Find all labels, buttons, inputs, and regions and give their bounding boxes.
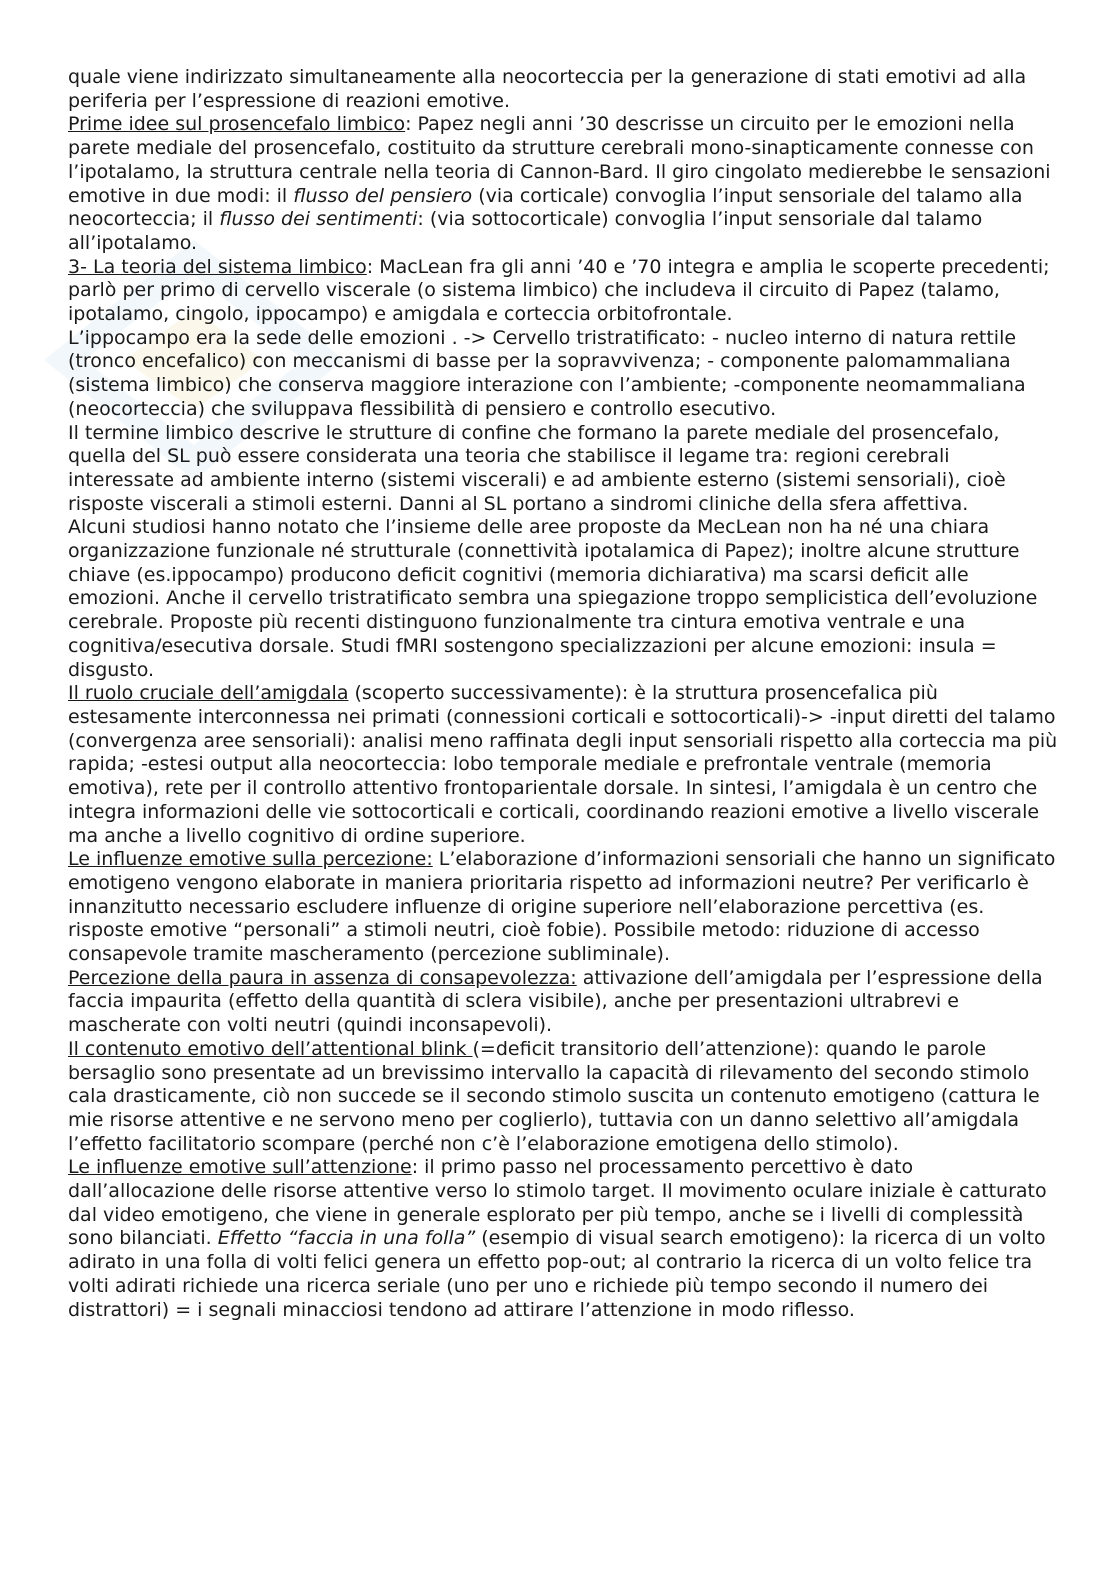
section-heading: Il contenuto emotivo dell’attentional blink xyxy=(68,1037,473,1060)
paragraph xyxy=(68,967,1058,1038)
section-heading: Prime idee sul prosencefalo limbico xyxy=(68,113,406,136)
paragraph-text: Il termine limbico descrive le strutture di confine che formano la parete mediale del prosencefalo, quella del SL può essere considerata una teoria che stabilisce il legame tra: regioni cerebrali interessate ad ambiente interno (sistemi viscerali) e ad ambiente esterno (sistemi sensoriali), cioè risposte viscerali a stimoli esterni. Danni al SL portano a sindromi cliniche della sfera affettiva. xyxy=(68,421,1006,515)
paragraph-text: L’elaborazione d’informazioni sensoriali che hanno un significato emotigeno vengono elaborate in maniera prioritaria rispetto ad informazioni neutre? Per verificarlo è innanzitutto necessario escludere influenze di origine superiore nell’elaborazione percettiva (es. risposte emotive “personali” a stimoli neutri, cioè fobie). Possibile metodo: riduzione di accesso consapevole tramite mascheramento (percezione subliminale). xyxy=(68,848,1056,966)
paragraph-text: : (via sottocorticale) convoglia l’input sensoriale dal talamo all’ipotalamo. xyxy=(68,208,983,254)
paragraph-text: (via corticale) convoglia l’input sensoriale del talamo alla neocorteccia; il xyxy=(68,184,1023,231)
emphasis-text: flusso del pensiero xyxy=(293,184,473,207)
paragraph xyxy=(68,256,1058,327)
paragraph xyxy=(68,516,1058,682)
paragraph xyxy=(68,1038,1058,1157)
paragraph-text: attivazione dell’amigdala per l’espressione della faccia impaurita (effetto della quantità di sclera visibile), anche per presentazioni ultrabrevi e mascherate con volti neutri (quindi inconsapevoli). xyxy=(68,966,1043,1037)
paragraph xyxy=(68,113,1058,255)
section-heading: Le influenze emotive sull’attenzione xyxy=(68,1156,412,1179)
emphasis-text: flusso dei sentimenti xyxy=(219,208,418,231)
paragraph-text: : Papez negli anni ’30 descrisse un circuito per le emozioni nella parete mediale del prosencefalo, costituito da strutture cerebrali mono-sinapticamente connesse con l’ipotalamo, la struttura centrale nella teoria di Cannon-Bard. Il giro cingolato medierebbe le sensazioni emotive in due modi: il xyxy=(68,113,1051,207)
paragraph xyxy=(68,422,1058,517)
paragraph-text: : MacLean fra gli anni ’40 e ’70 integra e amplia le scoperte precedenti; parlò per primo di cervello viscerale (o sistema limbico) che includeva il circuito di Papez (talamo, ipotalamo, cingolo, ippocampo) e amigdala e corteccia orbitofrontale. xyxy=(68,255,1050,326)
paragraph-text: (=deficit transitorio dell’attenzione): quando le parole bersaglio sono presentate ad un brevissimo intervallo la capacità di rilevamento del secondo stimolo cala drasticamente, ciò non succede se il secondo stimolo suscita un contenuto emotigeno (cattura le mie risorse attentive e ne servono meno per coglierlo), tuttavia con un danno selettivo all’amigdala l’effetto facilitatorio scompare (perché non c’è l’elaborazione emotigena dello stimolo). xyxy=(68,1037,1040,1155)
emphasis-text: Effetto “faccia in una folla” xyxy=(217,1227,476,1250)
section-heading: Il ruolo cruciale dell’amigdala xyxy=(68,682,349,705)
paragraph-text: (scoperto successivamente): è la struttura prosencefalica più estesamente interconnessa nei primati (connessioni corticali e sottocorticali)-> -input diretti del talamo (convergenza aree sensoriali): analisi meno raffinata degli input sensoriali rispetto alla corteccia ma più rapida; -estesi output alla neocorteccia: lobo temporale mediale e prefrontale ventrale (memoria emotiva), rete per il controllo attentivo frontoparientale dorsale. In sintesi, l’amigdala è un centro che integra informazioni delle vie sottocorticali e corticali, coordinando reazioni emotive a livello viscerale ma anche a livello cognitivo di ordine superiore. xyxy=(68,682,1058,847)
paragraph-text: L’ippocampo era la sede delle emozioni . -> Cervello tristratificato: - nucleo interno di natura rettile (tronco encefalico) con meccanismi di basse per la sopravvivenza; - componente palomammaliana (sistema limbico) che conserva maggiore interazione con l’ambiente; -componente neomammaliana (neocorteccia) che sviluppava flessibilità di pensiero e controllo esecutivo. xyxy=(68,326,1026,420)
paragraph xyxy=(68,66,1058,113)
paragraph-text: Alcuni studiosi hanno notato che l’insieme delle aree proposte da MecLean non ha né una chiara organizzazione funzionale né strutturale (connettività ipotalamica di Papez); inoltre alcune strutture chiave (es.ippocampo) producono deficit cognitivi (memoria dichiarativa) ma scarsi deficit alle emozioni. Anche il cervello tristratificato sembra una spiegazione troppo semplicistica dell’evoluzione cerebrale. Proposte più recenti distinguono funzionalmente tra cintura emotiva ventrale e una cognitiva/esecutiva dorsale. Studi fMRI sostengono specializzazioni per alcune emozioni: insula = disgusto. xyxy=(68,516,1038,681)
section-heading: Percezione della paura in assenza di consapevolezza: xyxy=(68,966,577,989)
paragraph xyxy=(68,1156,1058,1322)
paragraph-text: : il primo passo nel processamento percettivo è dato dall’allocazione delle risorse attentive verso lo stimolo target. Il movimento oculare iniziale è catturato dal video emotigeno, che viene in generale esplorato per più tempo, anche se i livelli di complessità sono bilanciati. xyxy=(68,1156,1047,1250)
section-heading: 3- La teoria del sistema limbico xyxy=(68,255,367,278)
paragraph xyxy=(68,848,1058,967)
paragraph xyxy=(68,682,1058,848)
document-body xyxy=(68,66,1058,1322)
paragraph-text: (esempio di visual search emotigeno): la ricerca di un volto adirato in una folla di volti felici genera un effetto pop-out; al contrario la ricerca di un volto felice tra volti adirati richiede una ricerca seriale (uno per uno e richiede più tempo secondo il numero dei distrattori) = i segnali minacciosi tendono ad attirare l’attenzione in modo riflesso. xyxy=(68,1227,1046,1321)
section-heading: Le influenze emotive sulla percezione: xyxy=(68,848,433,871)
paragraph xyxy=(68,327,1058,422)
paragraph-text: quale viene indirizzato simultaneamente alla neocorteccia per la generazione di stati emotivi ad alla periferia per l’espressione di reazioni emotive. xyxy=(68,66,1027,112)
